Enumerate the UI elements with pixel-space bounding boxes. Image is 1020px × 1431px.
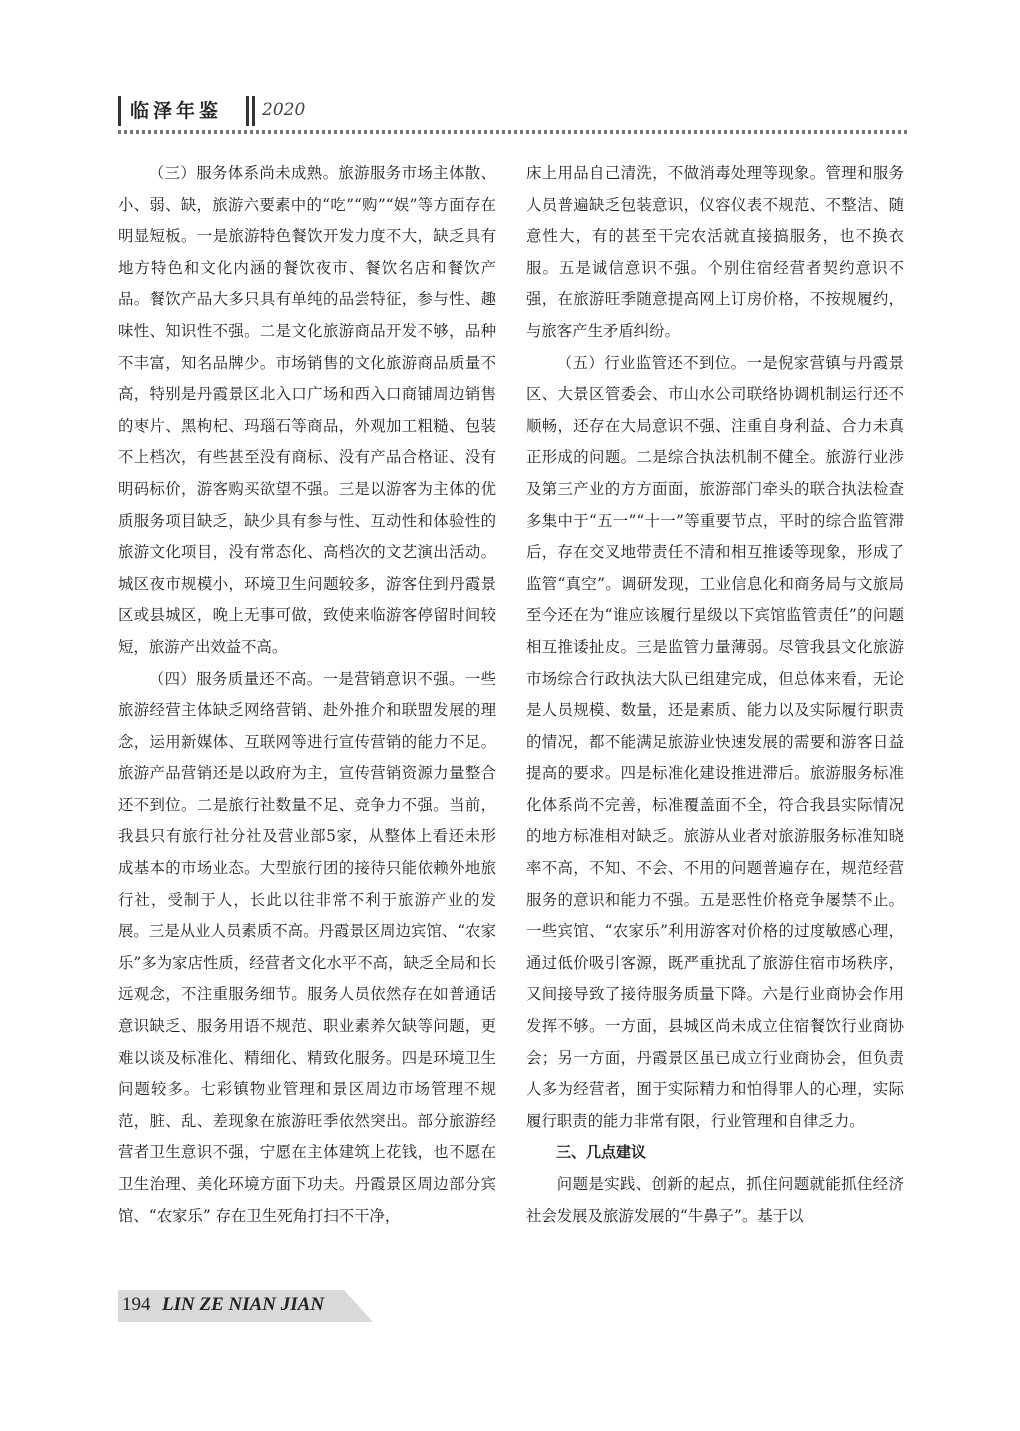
paragraph-industry-supervision: （五）行业监管还不到位。一是倪家营镇与丹霞景区、大景区管委会、市山水公司联络协调机制运行还不顺畅，还存在大局意识不强、注重自身利益、合力未真正形成的问题。二是综合执法机制不健全。旅游行业涉及第三产业的方方面面，旅游部门牵头的联合执法检查多集中于“五一”“十一”等重要节点，平时的综合监管滞后，存在交叉地带责任不清和相互推诿等现象，形成了监管“真空”。调研发现，工业信息化和商务局与文旅局至今还在为“谁应该履行星级以下宾馆监管责任”的问题相互推诿扯皮。三是监管力量薄弱。尽管我县文化旅游市场综合行政执法大队已组建完成，但总体来看，无论是人员规模、数量，还是素质、能力以及实际履行职责的情况，都不能满足旅游业快速发展的需要和游客日益提高的要求。四是标准化建设推进滞后。旅游服务标准化体系尚不完善，标准覆盖面不全，符合我县实际情况的地方标准相对缺乏。旅游从业者对旅游服务标准知晓率不高，不知、不会、不用的问题普遍存在，规范经营服务的意识和能力不强。五是恶性价格竞争屡禁不止。一些宾馆、“农家乐”利用游客对价格的过度敏感心理，通过低价吸引客源，既严重扰乱了旅游住宿市场秩序，又间接导致了接待服务质量下降。六是行业商协会作用发挥不够。一方面，县城区尚未成立住宿餐饮行业商协会；另一方面，丹霞景区虽已成立行业商协会，但负责人多为经营者，囿于实际精力和怕得罪人的心理，实际履行职责的能力非常有限，行业管理和自律乏力。 <box>526 353 904 1130</box>
paragraph-service-quality: （四）服务质量还不高。一是营销意识不强。一些旅游经营主体缺乏网络营销、赴外推介和联盟发展的理念，运用新媒体、互联网等进行宣传营销的能力不足。旅游产品营销还是以政府为主，宣传营销资源力量整合还不到位。二是旅行社数量不足、竞争力不强。当前，我县只有旅行社分社及营业部5家，从整体上看还未形成基本的市场业态。大型旅行团的接待只能依赖外地旅行社，受制于人，长此以往非常不利于旅游产业的发展。三是从业人员素质不高。丹霞景区周边宾馆、“农家乐”多为家店性质，经营者文化水平不高，缺乏全局和长远观念，不注重服务细节。服务人员依然存在如普通话意识缺乏、服务用语不规范、职业素养欠缺等问题，更难以谈及标准化、精细化、精致化服务。四是环境卫生问题较多。七彩镇物业管理和景区周边市场管理不规范，脏、乱、差现象在旅游旺季依然突出。部分旅游经营者卫生意识不强，宁愿在主体建筑上花钱，也不愿在卫生治理、美化环境方面下功夫。丹霞景区周边部分宾馆、“农家乐” 存在卫生死角打扫不干净， <box>118 669 496 1225</box>
header-rule <box>118 130 908 134</box>
page-header <box>118 94 908 138</box>
paragraph-continued: 床上用品自己清洗，不做消毒处理等现象。管理和服务人员普遍缺乏包装意识，仪容仪表不规范、不整洁、随意性大，有的甚至干完农活就直接搞服务，也不换衣服。五是诚信意识不强。个别住宿经营者契约意识不强，在旅游旺季随意提高网上订房价格，不按规履约，与旅客产生矛盾纠纷。 <box>526 164 904 340</box>
right-column <box>526 158 904 1232</box>
yearbook-title: 临泽年鉴 <box>130 100 223 122</box>
page-footer <box>118 1290 373 1322</box>
yearbook-year: 2020 <box>262 100 306 120</box>
paragraph-suggestions: 问题是实践、创新的起点，抓住问题就能抓住经济社会发展及旅游发展的“牛鼻子”。基于以 <box>526 1175 904 1225</box>
header-divider <box>246 96 249 126</box>
header-divider <box>252 96 255 126</box>
section-heading: 三、几点建议 <box>556 1143 647 1162</box>
page-number: 194 <box>122 1294 151 1315</box>
paragraph-service-system: （三）服务体系尚未成熟。旅游服务市场主体散、小、弱、缺，旅游六要素中的“吃”“购”“娱”等方面存在明显短板。一是旅游特色餐饮开发力度不大，缺乏具有地方特色和文化内涵的餐饮夜市、餐饮名店和餐饮产品。餐饮产品大多只具有单纯的品尝特征，参与性、趣味性、知识性不强。二是文化旅游商品开发不够，品种不丰富，知名品牌少。市场销售的文化旅游商品质量不高，特别是丹霞景区北入口广场和西入口商铺周边销售的枣片、黑枸杞、玛瑙石等商品，外观加工粗糙、包装不上档次，有些甚至没有商标、没有产品合格证、没有明码标价，游客购买欲望不强。三是以游客为主体的优质服务项目缺乏，缺少具有参与性、互动性和体验性的旅游文化项目，没有常态化、高档次的文艺演出活动。城区夜市规模小，环境卫生问题较多，游客住到丹霞景区或县城区，晚上无事可做，致使来临游客停留时间较短，旅游产出效益不高。 <box>118 164 496 656</box>
publication-name: LIN ZE NIAN JIAN <box>162 1294 325 1315</box>
left-column <box>118 158 496 1232</box>
header-divider <box>118 96 121 126</box>
